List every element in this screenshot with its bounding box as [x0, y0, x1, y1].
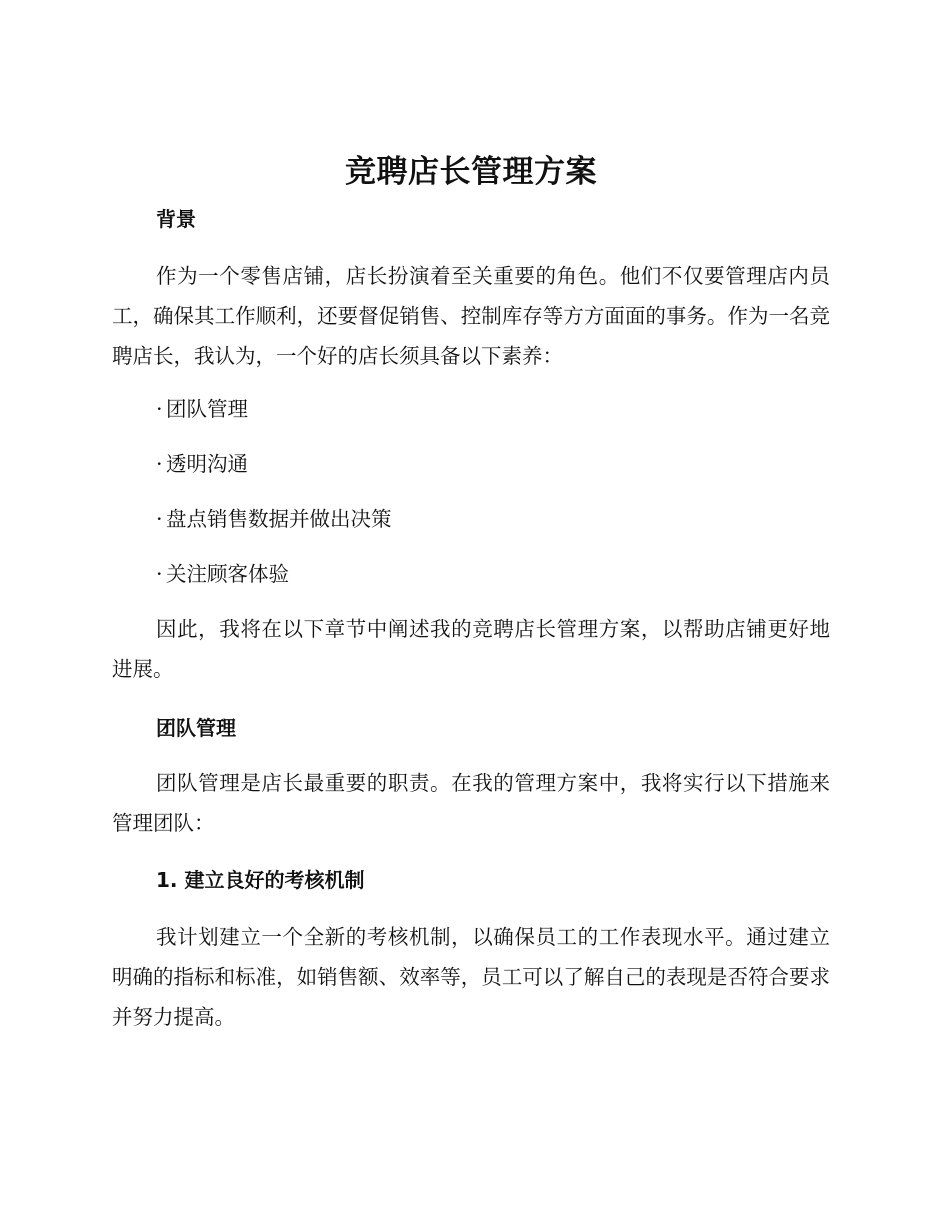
bullet-dot-icon: ·	[156, 397, 163, 421]
bullet-item	[112, 504, 830, 534]
heading-background: 背景	[156, 207, 196, 231]
document-title: 竞聘店长管理方案	[345, 154, 597, 190]
bullet-dot-icon: ·	[156, 562, 163, 586]
bullet-item	[112, 394, 830, 424]
bullet-item	[112, 559, 830, 589]
background-conclusion-paragraph: 因此，我将在以下章节中阐述我的竞聘店长管理方案，以帮助店铺更好地进展。	[112, 617, 830, 681]
assessment-mechanism-paragraph: 我计划建立一个全新的考核机制，以确保员工的工作表现水平。通过建立明确的指标和标准，如销售额、效率等，员工可以了解自己的表现是否符合要求并努力提高。	[112, 925, 830, 1029]
bullet-dot-icon: ·	[156, 507, 163, 531]
bullet-text: 盘点销售数据并做出决策	[166, 507, 392, 531]
heading-team-management: 团队管理	[156, 716, 236, 740]
background-intro-paragraph: 作为一个零售店铺，店长扮演着至关重要的角色。他们不仅要管理店内员工，确保其工作顺利，还要督促销售、控制库存等方方面面的事务。作为一名竞聘店长，我认为，一个好的店长须具备以下素养：	[112, 264, 830, 368]
bullet-text: 透明沟通	[166, 452, 248, 476]
team-intro-paragraph: 团队管理是店长最重要的职责。在我的管理方案中，我将实行以下措施来管理团队：	[112, 771, 830, 835]
heading-assessment-mechanism: 1. 建立良好的考核机制	[156, 868, 365, 892]
bullet-dot-icon: ·	[156, 452, 163, 476]
bullet-item	[112, 449, 830, 479]
document-page	[112, 150, 830, 1037]
bullet-text: 关注顾客体验	[166, 562, 289, 586]
bullet-text: 团队管理	[166, 397, 248, 421]
